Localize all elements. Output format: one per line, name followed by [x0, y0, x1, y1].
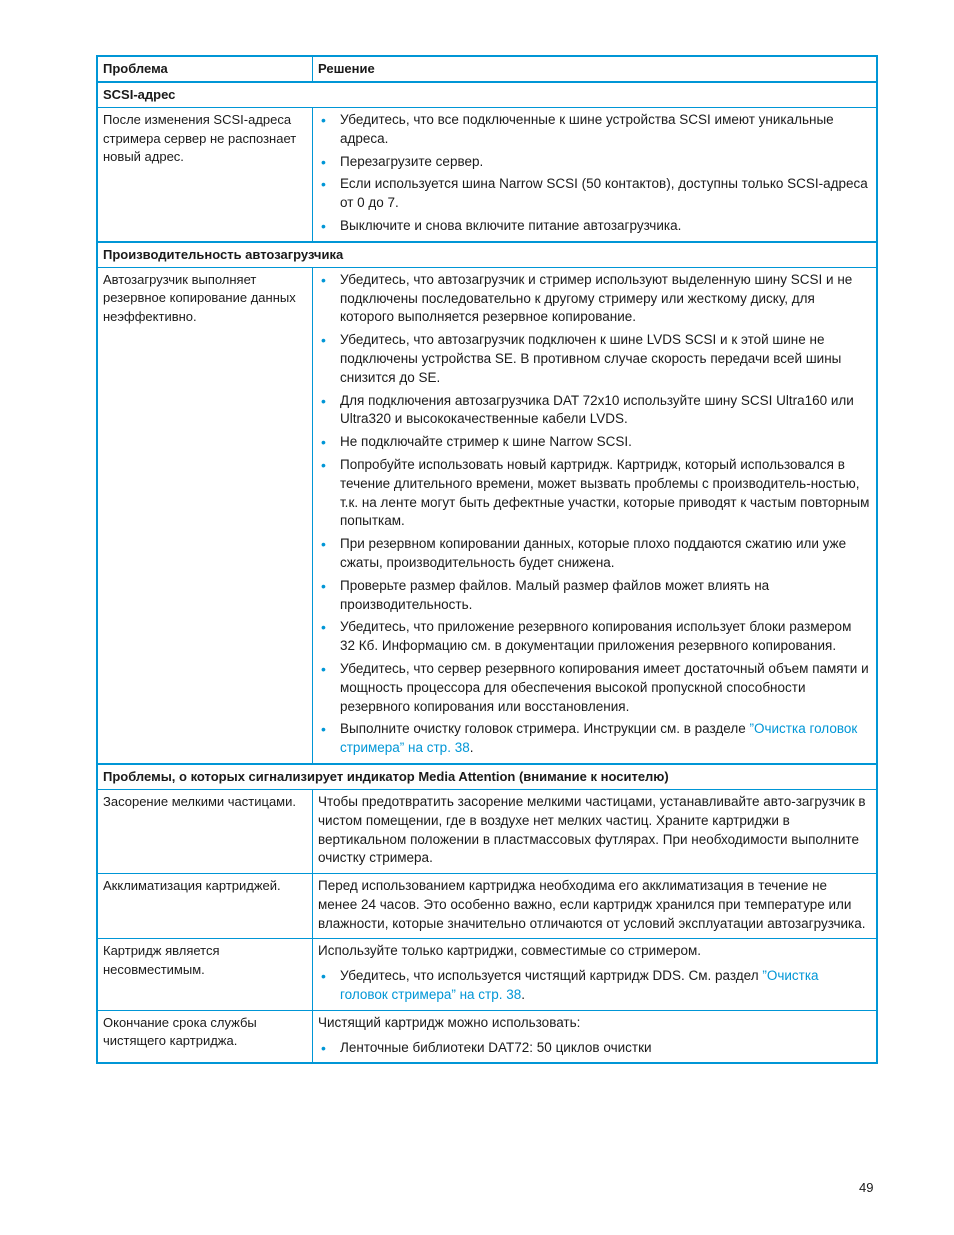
header-problem: Проблема [98, 57, 313, 81]
list-item-text: Перезагрузите сервер. [340, 153, 484, 169]
table-row [98, 107, 876, 241]
table-row [98, 1010, 876, 1063]
list-item [318, 271, 870, 327]
problem-cell: Окончание срока службы чистящего картриджа. [98, 1011, 313, 1063]
list-item [318, 577, 870, 615]
troubleshooting-table [96, 55, 878, 1064]
list-item-text: Убедитесь, что автозагрузчик подключен к шине LVDS SCSI и к этой шине не подключены устройства SE. В противном случае скорость передачи всей шины снизится до SE. [340, 332, 842, 385]
table-row [98, 789, 876, 873]
solution-list [318, 111, 870, 236]
list-item [318, 456, 870, 531]
list-item-text: Убедитесь, что сервер резервного копирования имеет достаточный объем памяти и мощность процессора для обеспечения высокой пропускной способности резервного копирования или восстановления. [340, 660, 869, 714]
section-header-performance [98, 241, 876, 267]
bullet-icon: • [321, 660, 326, 677]
list-item-text: Убедитесь, что используется чистящий картридж DDS. См. раздел [340, 968, 763, 984]
list-item-end: . [521, 987, 526, 1003]
section-title: Проблемы, о которых сигнализирует индикатор Media Attention (внимание к носителю) [103, 768, 669, 784]
solution-cell: Чтобы предотвратить засорение мелкими частицами, устанавливайте авто-загрузчик в чистом помещении, где в воздухе нет мелких частиц. Храните картриджи в вертикальном положении в пластмассовых футлярах. При необходимости выполните очистку стримера. [318, 793, 866, 866]
section-title: SCSI-адрес [103, 87, 176, 102]
list-item-text: Выключите и снова включите питание автозагрузчика. [340, 217, 682, 233]
list-item [318, 967, 870, 1005]
table-row [98, 938, 876, 1009]
section-title: Производительность автозагрузчика [103, 246, 344, 262]
list-item [318, 535, 870, 573]
list-item [318, 720, 870, 758]
cross-reference-link[interactable]: ”Очистка головок стримера” на стр. 38 [340, 721, 858, 756]
list-item-text: Убедитесь, что приложение резервного копирования использует блоки размером 32 Кб. Информацию см. в документации приложения резервного копирования. [340, 619, 852, 654]
list-item-text: Для подключения автозагрузчика DAT 72x10 используйте шину SCSI Ultra160 или Ultra320 и высококачественные кабели LVDS. [340, 392, 854, 427]
list-item-end: . [469, 740, 474, 756]
bullet-icon: • [321, 434, 326, 451]
bullet-icon: • [321, 153, 326, 170]
table-row [98, 873, 876, 938]
section-header-media-attention [98, 763, 876, 789]
header-solution: Решение [318, 61, 375, 76]
solution-cell: Перед использованием картриджа необходима его акклиматизация в течение не менее 24 часов. Это особенно важно, если картридж хранился при температуре или влажности, которые значительно отличаются от условий эксплуатации автозагрузчика. [318, 878, 866, 931]
list-item-text: Не подключайте стример к шине Narrow SCSI. [340, 434, 632, 450]
list-item [318, 175, 870, 213]
solution-cell [313, 108, 876, 241]
problem-cell: После изменения SCSI-адреса стримера сервер не распознает новый адрес. [98, 108, 313, 241]
problem-cell: Засорение мелкими частицами. [98, 790, 313, 873]
list-item [318, 433, 870, 452]
list-item [318, 1039, 870, 1058]
cross-reference-link[interactable]: ”Очистка головок стримера” на стр. 38 [340, 968, 819, 1003]
list-item-text: Попробуйте использовать новый картридж. Картридж, который использовался в течение длительного времени, может вызвать проблемы с производитель-ностью, т.к. на ленте могут быть дефектные участки, которые приводят к частым повторным попыткам. [340, 456, 870, 529]
bullet-icon: • [321, 721, 326, 738]
list-item [318, 217, 870, 236]
list-item-text: Если используется шина Narrow SCSI (50 контактов), доступны только SCSI-адреса от 0 до 7. [340, 176, 868, 211]
list-item [318, 392, 870, 430]
solution-cell [313, 268, 876, 763]
bullet-icon: • [321, 619, 326, 636]
bullet-icon: • [321, 577, 326, 594]
bullet-icon: • [321, 176, 326, 193]
list-item-text: Ленточные библиотеки DAT72: 50 циклов очистки [340, 1039, 652, 1055]
table-row [98, 267, 876, 763]
list-item [318, 111, 870, 149]
bullet-icon: • [321, 536, 326, 553]
solution-cell [313, 1011, 876, 1063]
solution-list [318, 271, 870, 758]
problem-cell: Автозагрузчик выполняет резервное копирование данных неэффективно. [98, 268, 313, 763]
list-item-text: Проверьте размер файлов. Малый размер файлов может влиять на производительность. [340, 577, 770, 612]
solution-list [318, 1039, 870, 1058]
section-header-scsi [98, 81, 876, 107]
page-number: 49 [859, 1180, 874, 1195]
list-item [318, 153, 870, 172]
bullet-icon: • [321, 332, 326, 349]
bullet-icon: • [321, 112, 326, 128]
solution-list [318, 967, 870, 1005]
solution-text: Используйте только картриджи, совместимые со стримером. [318, 943, 701, 959]
bullet-icon: • [321, 1039, 326, 1056]
list-item-text: Выполните очистку головок стримера. Инструкции см. в разделе [340, 721, 750, 737]
problem-cell: Картридж является несовместимым. [98, 939, 313, 1009]
list-item-text: Убедитесь, что автозагрузчик и стример используют выделенную шину SCSI и не подключены последовательно к другому стримеру или жесткому диску, для которого выполняется резервное копирование. [340, 271, 853, 325]
solution-text: Чистящий картридж можно использовать: [318, 1014, 581, 1030]
list-item [318, 660, 870, 716]
solution-cell [313, 939, 876, 1009]
bullet-icon: • [321, 456, 326, 473]
bullet-icon: • [321, 392, 326, 409]
list-item [318, 331, 870, 387]
bullet-icon: • [321, 271, 326, 288]
bullet-icon: • [321, 217, 326, 234]
bullet-icon: • [321, 968, 326, 985]
list-item-text: При резервном копировании данных, которые плохо поддаются сжатию или уже сжаты, производительность будет снижена. [340, 536, 847, 570]
list-item-text: Убедитесь, что все подключенные к шине устройства SCSI имеют уникальные адреса. [340, 112, 834, 146]
table-header-row [98, 57, 876, 81]
problem-cell: Акклиматизация картриджей. [98, 874, 313, 938]
list-item [318, 618, 870, 656]
